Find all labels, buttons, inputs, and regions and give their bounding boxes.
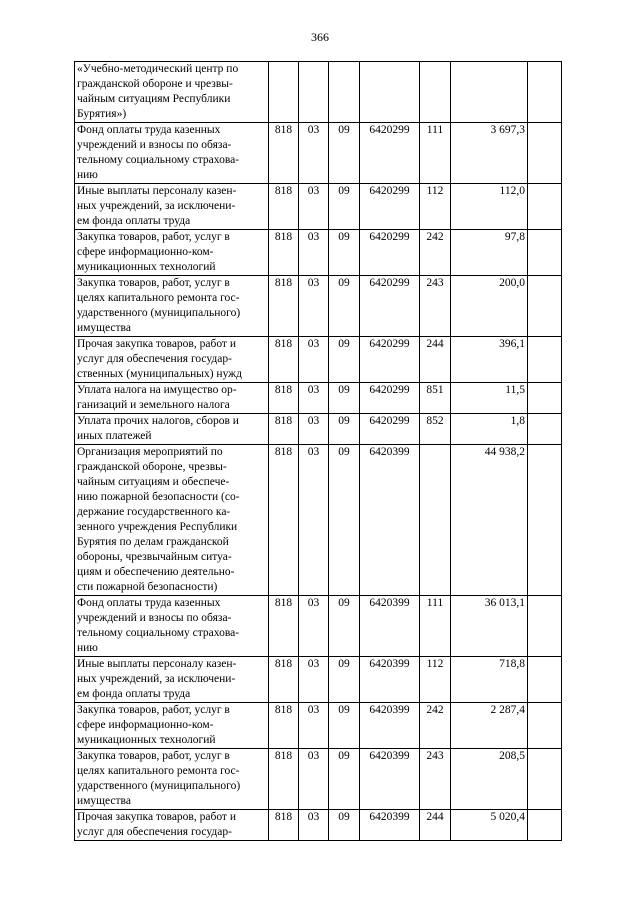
cell-name-line: чайным ситуациям и обеспече-: [77, 476, 230, 488]
cell-name-line: сфере информационно-ком-: [77, 719, 214, 731]
cell-name-line: учреждений и взносы по обяза-: [77, 612, 232, 624]
cell-name: [75, 123, 269, 184]
cell-amount: 2 287,4: [451, 703, 528, 749]
cell-subsection: 09: [329, 230, 360, 276]
cell-subsection: 09: [329, 337, 360, 383]
table-row: [75, 703, 562, 749]
cell-name-line: ганизаций и земельного налога: [77, 399, 230, 411]
cell-grbs: 818: [269, 445, 299, 596]
cell-name-line: тельному социальному страхова-: [77, 627, 240, 639]
cell-name-line: держание государственного ка-: [77, 506, 231, 518]
cell-grbs: 818: [269, 184, 299, 230]
cell-amount: 97,8: [451, 230, 528, 276]
page-number: 366: [311, 30, 329, 44]
cell-grbs: [269, 62, 299, 123]
table-row: [75, 383, 562, 414]
cell-name-line: имущества: [77, 795, 131, 807]
cell-subsection: 09: [329, 383, 360, 414]
cell-name-line: учреждений и взносы по обяза-: [77, 139, 232, 151]
cell-expense-type: 243: [420, 749, 451, 810]
cell-name-line: обороны, чрезвычайным ситуа-: [77, 551, 232, 563]
table-row: [75, 445, 562, 596]
cell-expense-type: 111: [420, 123, 451, 184]
cell-name-line: услуг для обеспечения государ-: [77, 826, 232, 838]
cell-expense-type: 244: [420, 810, 451, 841]
cell-name-line: Фонд оплаты труда казенных: [77, 597, 221, 609]
cell-amount: 44 938,2: [451, 445, 528, 596]
cell-grbs: 818: [269, 703, 299, 749]
table-row: [75, 62, 562, 123]
cell-target-article: 6420299: [360, 337, 420, 383]
cell-name-line: услуг для обеспечения государ-: [77, 353, 232, 365]
cell-section: 03: [299, 230, 329, 276]
cell-name: [75, 184, 269, 230]
cell-name-line: сти пожарной безопасности): [77, 581, 218, 593]
cell-name: [75, 383, 269, 414]
table-row: [75, 749, 562, 810]
cell-subsection: 09: [329, 657, 360, 703]
cell-grbs: 818: [269, 337, 299, 383]
cell-section: 03: [299, 596, 329, 657]
cell-name-line: Закупка товаров, работ, услуг в: [77, 750, 230, 762]
cell-section: 03: [299, 337, 329, 383]
cell-name-line: ударственного (муниципального): [77, 780, 241, 792]
cell-extra: [528, 62, 562, 123]
cell-expense-type: [420, 62, 451, 123]
cell-name: [75, 230, 269, 276]
cell-subsection: 09: [329, 596, 360, 657]
cell-name-line: муникационных технологий: [77, 261, 216, 273]
cell-target-article: 6420299: [360, 230, 420, 276]
cell-name-line: ударственного (муниципального): [77, 307, 241, 319]
cell-name-line: Фонд оплаты труда казенных: [77, 124, 221, 136]
cell-grbs: 818: [269, 123, 299, 184]
cell-section: 03: [299, 414, 329, 445]
cell-grbs: 818: [269, 414, 299, 445]
budget-table: [74, 61, 562, 841]
cell-section: 03: [299, 184, 329, 230]
cell-name-line: иных платежей: [77, 430, 152, 442]
cell-subsection: 09: [329, 184, 360, 230]
cell-name-line: гражданской обороне, чрезвы-: [77, 461, 227, 473]
cell-target-article: 6420399: [360, 703, 420, 749]
cell-name-line: Уплата прочих налогов, сборов и: [77, 415, 239, 427]
cell-amount: 718,8: [451, 657, 528, 703]
table-row: [75, 596, 562, 657]
cell-extra: [528, 123, 562, 184]
cell-extra: [528, 810, 562, 841]
cell-name: [75, 749, 269, 810]
cell-name-line: целях капитального ремонта гос-: [77, 292, 240, 304]
table-row: [75, 230, 562, 276]
cell-name-line: Иные выплаты персоналу казен-: [77, 185, 237, 197]
cell-name-line: Прочая закупка товаров, работ и: [77, 811, 236, 823]
cell-subsection: 09: [329, 703, 360, 749]
cell-section: 03: [299, 123, 329, 184]
cell-target-article: 6420299: [360, 276, 420, 337]
cell-target-article: 6420299: [360, 184, 420, 230]
cell-name-line: тельному социальному страхова-: [77, 154, 240, 166]
cell-grbs: 818: [269, 749, 299, 810]
cell-extra: [528, 414, 562, 445]
cell-name: [75, 596, 269, 657]
cell-name-line: Организация мероприятий по: [77, 446, 223, 458]
cell-extra: [528, 703, 562, 749]
table-row: [75, 414, 562, 445]
cell-target-article: 6420299: [360, 123, 420, 184]
cell-expense-type: 112: [420, 184, 451, 230]
cell-name-line: ем фонда оплаты труда: [77, 215, 191, 227]
cell-name-line: муникационных технологий: [77, 734, 216, 746]
cell-name-line: ственных (муниципальных) нужд: [77, 368, 242, 380]
cell-section: 03: [299, 749, 329, 810]
cell-name-line: гражданской обороне и чрезвы-: [77, 78, 233, 90]
cell-expense-type: 243: [420, 276, 451, 337]
cell-extra: [528, 749, 562, 810]
cell-name: [75, 414, 269, 445]
cell-name: [75, 445, 269, 596]
cell-target-article: [360, 62, 420, 123]
cell-name: [75, 337, 269, 383]
cell-amount: 112,0: [451, 184, 528, 230]
table-body: [75, 62, 562, 841]
cell-grbs: 818: [269, 810, 299, 841]
cell-expense-type: 242: [420, 703, 451, 749]
cell-target-article: 6420399: [360, 596, 420, 657]
cell-name-line: зенного учреждения Республики: [77, 521, 238, 533]
cell-expense-type: 242: [420, 230, 451, 276]
cell-section: 03: [299, 383, 329, 414]
cell-expense-type: 851: [420, 383, 451, 414]
cell-name-line: сфере информационно-ком-: [77, 246, 214, 258]
cell-target-article: 6420399: [360, 810, 420, 841]
cell-name: [75, 62, 269, 123]
cell-amount: 208,5: [451, 749, 528, 810]
cell-section: [299, 62, 329, 123]
cell-name-line: имущества: [77, 322, 131, 334]
cell-extra: [528, 230, 562, 276]
cell-extra: [528, 276, 562, 337]
cell-name-line: ных учреждений, за исключени-: [77, 200, 236, 212]
cell-extra: [528, 184, 562, 230]
table-row: [75, 657, 562, 703]
cell-section: 03: [299, 810, 329, 841]
cell-name-line: Прочая закупка товаров, работ и: [77, 338, 236, 350]
cell-name: [75, 657, 269, 703]
cell-name: [75, 810, 269, 841]
cell-subsection: [329, 62, 360, 123]
cell-expense-type: 852: [420, 414, 451, 445]
cell-target-article: 6420399: [360, 749, 420, 810]
cell-name-line: ных учреждений, за исключени-: [77, 673, 236, 685]
cell-subsection: 09: [329, 414, 360, 445]
cell-name: [75, 703, 269, 749]
cell-subsection: 09: [329, 276, 360, 337]
cell-grbs: 818: [269, 596, 299, 657]
cell-amount: 3 697,3: [451, 123, 528, 184]
cell-name-line: Бурятия»): [77, 108, 127, 120]
cell-extra: [528, 596, 562, 657]
cell-target-article: 6420299: [360, 414, 420, 445]
cell-subsection: 09: [329, 810, 360, 841]
cell-name-line: «Учебно-методический центр по: [77, 63, 239, 75]
cell-target-article: 6420399: [360, 657, 420, 703]
cell-amount: [451, 62, 528, 123]
cell-grbs: 818: [269, 383, 299, 414]
cell-name-line: чайным ситуациям Республики: [77, 93, 231, 105]
table-row: [75, 276, 562, 337]
table-row: [75, 337, 562, 383]
cell-amount: 200,0: [451, 276, 528, 337]
cell-grbs: 818: [269, 230, 299, 276]
cell-extra: [528, 445, 562, 596]
cell-amount: 11,5: [451, 383, 528, 414]
cell-section: 03: [299, 445, 329, 596]
cell-grbs: 818: [269, 657, 299, 703]
cell-subsection: 09: [329, 123, 360, 184]
cell-extra: [528, 383, 562, 414]
cell-name-line: целях капитального ремонта гос-: [77, 765, 240, 777]
cell-subsection: 09: [329, 749, 360, 810]
cell-name-line: Уплата налога на имущество ор-: [77, 384, 237, 396]
cell-name-line: ем фонда оплаты труда: [77, 688, 191, 700]
cell-amount: 1,8: [451, 414, 528, 445]
cell-grbs: 818: [269, 276, 299, 337]
cell-expense-type: 111: [420, 596, 451, 657]
cell-name-line: Бурятия по делам гражданской: [77, 536, 229, 548]
cell-name-line: Закупка товаров, работ, услуг в: [77, 277, 230, 289]
table-row: [75, 810, 562, 841]
cell-expense-type: 244: [420, 337, 451, 383]
cell-name-line: Иные выплаты персоналу казен-: [77, 658, 237, 670]
cell-subsection: 09: [329, 445, 360, 596]
cell-name-line: нию: [77, 642, 98, 654]
cell-extra: [528, 337, 562, 383]
cell-target-article: 6420399: [360, 445, 420, 596]
cell-extra: [528, 657, 562, 703]
cell-name-line: Закупка товаров, работ, услуг в: [77, 231, 230, 243]
cell-amount: 36 013,1: [451, 596, 528, 657]
cell-section: 03: [299, 276, 329, 337]
cell-name-line: Закупка товаров, работ, услуг в: [77, 704, 230, 716]
cell-amount: 396,1: [451, 337, 528, 383]
cell-target-article: 6420299: [360, 383, 420, 414]
cell-name-line: циям и обеспечению деятельно-: [77, 566, 235, 578]
cell-name: [75, 276, 269, 337]
cell-section: 03: [299, 703, 329, 749]
cell-amount: 5 020,4: [451, 810, 528, 841]
table-row: [75, 123, 562, 184]
cell-name-line: нию: [77, 169, 98, 181]
cell-name-line: нию пожарной безопасности (со-: [77, 491, 240, 503]
table-row: [75, 184, 562, 230]
cell-expense-type: [420, 445, 451, 596]
cell-section: 03: [299, 657, 329, 703]
cell-expense-type: 112: [420, 657, 451, 703]
